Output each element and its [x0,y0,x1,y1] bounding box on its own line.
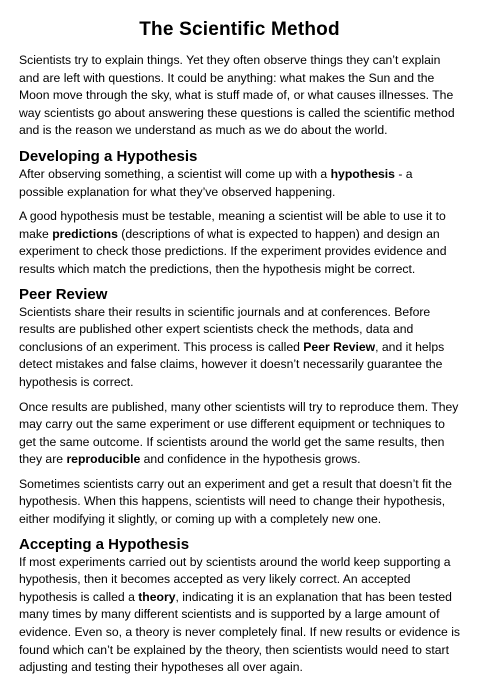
developing-paragraph-2 [19,208,460,278]
text-segment: , indicating it is an explanation that has been tested many times by many different scientists and is supported by a large amount of evidence. Even so, a theory is never completely final. If new results or evidence is found which can’t be explained by the theory, then scientists would need to start adjusting and testing their hypotheses all over again. [19,589,460,675]
text-segment: and confidence in the hypothesis grows. [140,452,361,467]
heading-peer-review: Peer Review [19,285,108,303]
heading-developing-hypothesis: Developing a Hypothesis [19,147,198,165]
text-segment: (descriptions of what is expected to happen) and design an experiment to check those predictions. If the experiment provides evidence and results which match the predictions, then the hypothesis might be correct. [19,226,447,276]
accepting-paragraph-1 [19,554,460,677]
peer-review-paragraph-1 [19,304,460,392]
text-segment: Sometimes scientists carry out an experiment and get a result that doesn’t fit the hypothesis. When this happens, scientists will need to change their hypothesis, either modifying it slightly, or coming up with a completely new one. [19,476,452,527]
term-peer-review: Peer Review [303,339,376,354]
text-segment: After observing something, a scientist will come up with a [19,166,331,181]
term-reproducible: reproducible [66,452,141,467]
heading-accepting-hypothesis: Accepting a Hypothesis [19,535,190,553]
peer-review-paragraph-3 [19,476,460,529]
intro-text: Scientists try to explain things. Yet they often observe things they can’t explain and are left with questions. It could be anything: what makes the Sun and the Moon move through the sky, what is stuff made of, or what causes illnesses. The way scientists go about answering these questions is called the scientific method and is the reason we understand as much as we do about the world. [19,53,455,138]
text-segment: If most experiments carried out by scientists around the world keep supporting a hypothesis, then it becomes accepted as very likely correct. An accepted hypothesis is called a [19,554,451,604]
text-segment: Scientists share their results in scientific journals and at conferences. Before results are published other expert scientists check the methods, data and conclusions of an experiment. This process is called [19,304,431,354]
text-segment: Once results are published, many other scientists will try to reproduce them. They may carry out the same experiment or use different equipment or techniques to get the same outcome. If scientists around the world get the same results, then they are [19,399,459,467]
text-segment: - a possible explanation for what they’ve observed happening. [19,166,413,199]
term-theory: theory [138,589,176,604]
developing-paragraph-1 [19,166,460,201]
text-segment: , and it helps detect mistakes and false claims, however it doesn’t necessarily guarantee the hypothesis is correct. [19,339,445,389]
text-segment: A good hypothesis must be testable, meaning a scientist will be able to use it to make [19,209,446,241]
peer-review-paragraph-2 [19,399,460,469]
intro-paragraph [19,52,460,140]
term-predictions: predictions [52,226,118,241]
term-hypothesis: hypothesis [330,166,395,181]
page-title: The Scientific Method [139,19,340,40]
